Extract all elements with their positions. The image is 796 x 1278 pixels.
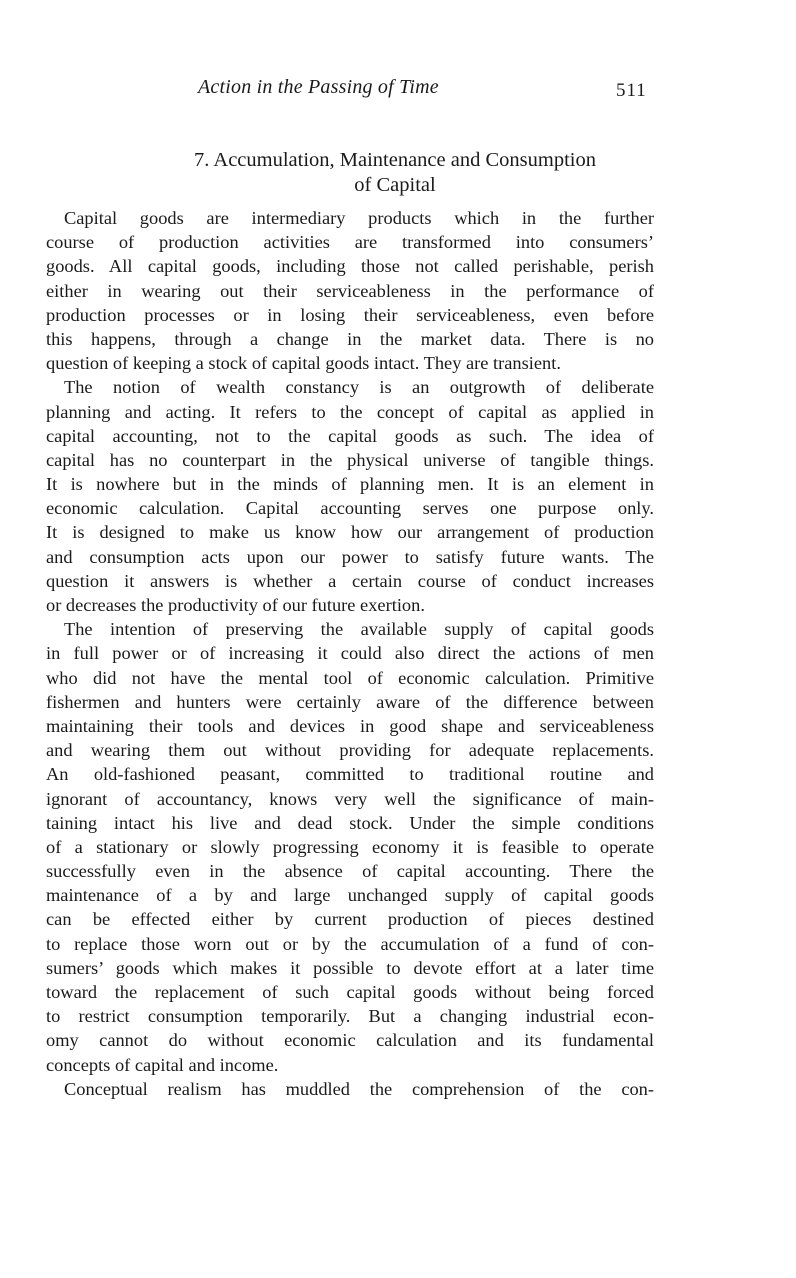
text-line: economic calculation. Capital accounting serves one purpose only. xyxy=(46,498,654,519)
text-line: either in wearing out their serviceableness in the performance of xyxy=(46,280,654,301)
text-line: It is designed to make us know how our arrangement of production xyxy=(46,522,654,543)
text-line: ignorant of accountancy, knows very well the significance of main- xyxy=(46,788,654,809)
paragraph xyxy=(46,206,654,375)
text-line: Conceptual realism has muddled the comprehension of the con- xyxy=(64,1078,654,1099)
text-line: planning and acting. It refers to the concept of capital as applied in xyxy=(46,401,654,422)
body-text xyxy=(46,206,654,1101)
text-line: of a stationary or slowly progressing economy it is feasible to operate xyxy=(46,836,654,857)
paragraph xyxy=(46,1077,654,1101)
text-line: or decreases the productivity of our future exertion. xyxy=(46,595,425,615)
text-line: capital has no counterpart in the physical universe of tangible things. xyxy=(46,449,654,470)
text-line: course of production activities are transformed into consumers’ xyxy=(46,232,654,253)
text-line: production processes or in losing their serviceableness, even before xyxy=(46,304,654,325)
text-line: toward the replacement of such capital goods without being forced xyxy=(46,982,654,1002)
section-heading-line-1: 7. Accumulation, Maintenance and Consumption xyxy=(194,149,596,171)
text-line: capital accounting, not to the capital goods as such. The idea of xyxy=(46,425,654,446)
text-line: taining intact his live and dead stock. Under the simple conditions xyxy=(46,812,654,833)
text-line: to replace those worn out or by the accumulation of a fund of con- xyxy=(46,933,654,954)
text-line: sumers’ goods which makes it possible to devote effort at a later time xyxy=(46,957,654,978)
text-line: maintenance of a by and large unchanged supply of capital goods xyxy=(46,885,654,906)
text-line: It is nowhere but in the minds of planning men. It is an element in xyxy=(46,474,654,495)
text-line: Capital goods are intermediary products which in the further xyxy=(64,208,654,228)
text-line: fishermen and hunters were certainly aware of the difference between xyxy=(46,691,654,712)
paragraph xyxy=(46,375,654,617)
text-line: The intention of preserving the available supply of capital goods xyxy=(64,619,654,640)
text-line: who did not have the mental tool of economic calculation. Primitive xyxy=(46,667,654,688)
section-heading-line-2: of Capital xyxy=(354,174,436,196)
section-heading xyxy=(100,148,690,198)
text-line: maintaining their tools and devices in good shape and serviceableness xyxy=(46,715,654,736)
text-line: can be effected either by current production of pieces destined xyxy=(46,909,654,930)
text-line: successfully even in the absence of capital accounting. There the xyxy=(46,861,654,882)
text-line: in full power or of increasing it could also direct the actions of men xyxy=(46,643,654,664)
text-line: this happens, through a change in the market data. There is no xyxy=(46,328,654,349)
text-line: The notion of wealth constancy is an outgrowth of deliberate xyxy=(64,377,654,398)
text-line: goods. All capital goods, including those not called perishable, perish xyxy=(46,256,654,277)
text-line: and wearing them out without providing for adequate replacements. xyxy=(46,740,654,761)
text-line: to restrict consumption temporarily. But a changing industrial econ- xyxy=(46,1006,654,1027)
text-line: omy cannot do without economic calculation and its fundamental xyxy=(46,1030,654,1051)
text-line: concepts of capital and income. xyxy=(46,1054,279,1075)
page-number: 511 xyxy=(616,80,647,101)
text-line: An old-fashioned peasant, committed to traditional routine and xyxy=(46,764,654,785)
text-line: question it answers is whether a certain course of conduct increases xyxy=(46,570,654,591)
text-line: and consumption acts upon our power to satisfy future wants. The xyxy=(46,546,654,567)
paragraph xyxy=(46,617,654,1077)
running-head-title: Action in the Passing of Time xyxy=(198,76,439,98)
text-line: question of keeping a stock of capital goods intact. They are transient. xyxy=(46,353,561,374)
